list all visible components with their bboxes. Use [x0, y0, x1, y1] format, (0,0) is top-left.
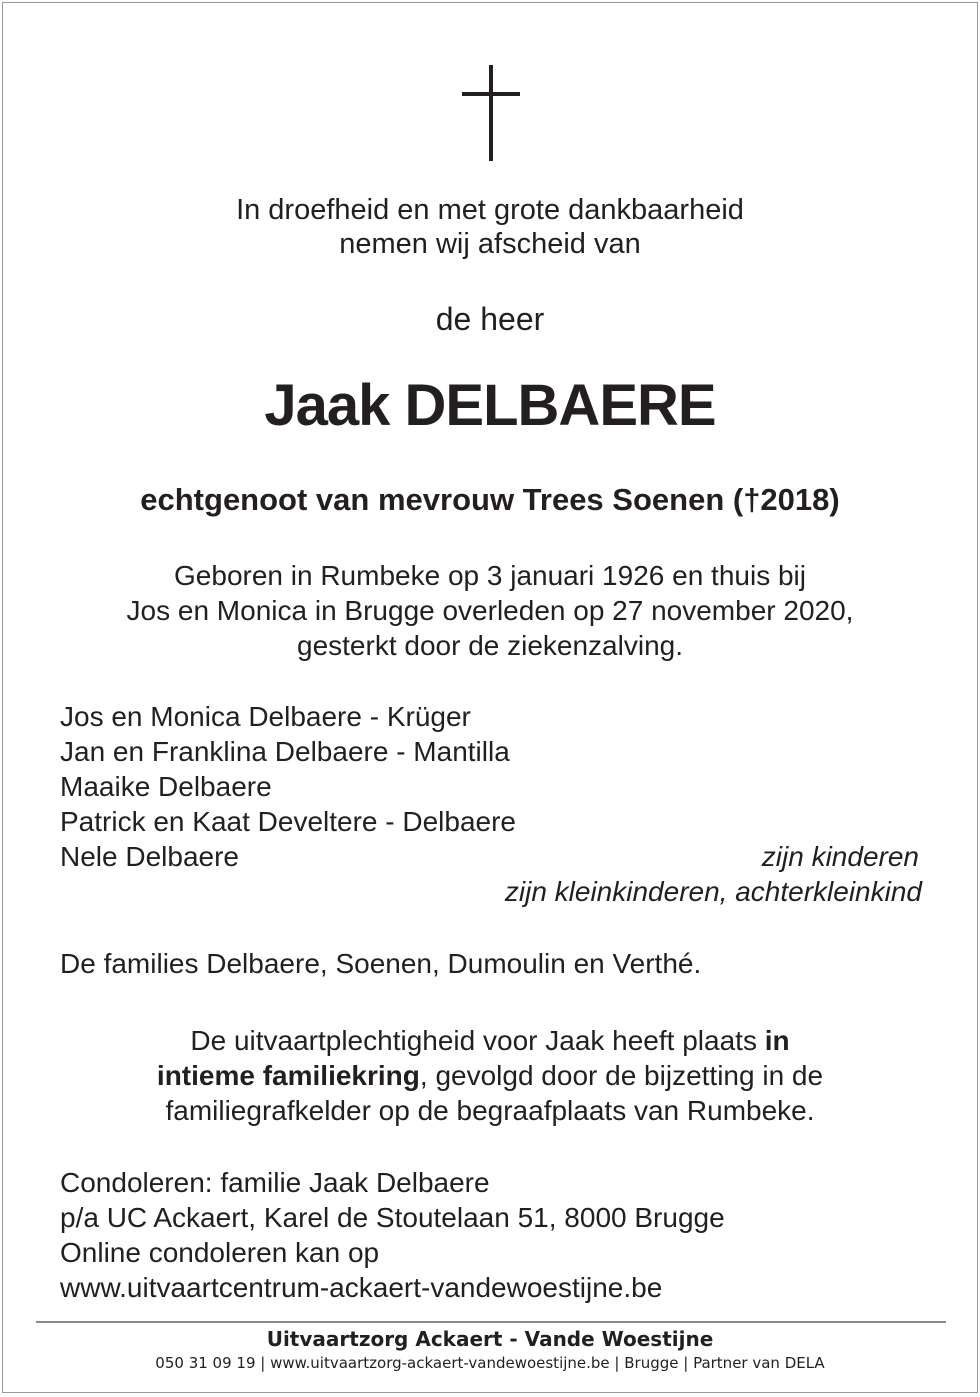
funeral-bold-part: intieme familiekring [156, 1060, 420, 1091]
cross-icon [462, 65, 522, 161]
honorific: de heer [435, 301, 545, 337]
birth-line-1: Geboren in Rumbeke op 3 januari 1926 en thuis bij [174, 560, 806, 591]
child-entry: Nele Delbaere [60, 841, 239, 872]
spouse-line: echtgenoot van mevrouw Trees Soenen (†2018) [140, 482, 840, 517]
birth-death-text [3, 558, 977, 663]
funeral-text-part: De uitvaartplechtigheid voor Jaak heeft plaats [190, 1025, 765, 1056]
relation-children: zijn kinderen [761, 841, 919, 872]
footer-divider [36, 1321, 946, 1323]
deceased-name: Jaak DELBAERE [264, 373, 716, 438]
children-list [60, 699, 516, 874]
condolence-line-1: Condoleren: familie Jaak Delbaere [60, 1167, 490, 1198]
birth-line-3: gesterkt door de ziekenzalving. [297, 630, 683, 661]
funeral-home-name: Uitvaartzorg Ackaert - Vande Woestijne [266, 1327, 714, 1351]
condolence-line-3: Online condoleren kan op [60, 1237, 380, 1268]
funeral-home-contact: 050 31 09 19 | www.uitvaartzorg-ackaert-vandewoestijne.be | Brugge | Partner van DELA [155, 1354, 825, 1372]
condolence-website: www.uitvaartcentrum-ackaert-vandewoestijne.be [60, 1272, 663, 1303]
condolences-text [60, 1165, 725, 1305]
intro-line-1: In droefheid en met grote dankbaarheid [236, 194, 744, 226]
relation-grandchildren: zijn kleinkinderen, achterkleinkind [504, 876, 922, 907]
child-entry: Maaike Delbaere [60, 771, 272, 802]
child-entry: Jos en Monica Delbaere - Krüger [60, 701, 471, 732]
child-entry: Jan en Franklina Delbaere - Mantilla [60, 736, 510, 767]
obituary-card [2, 2, 978, 1393]
condolence-address: p/a UC Ackaert, Karel de Stoutelaan 51, 8000 Brugge [60, 1202, 725, 1233]
funeral-line-2 [3, 1058, 977, 1093]
families-line: De families Delbaere, Soenen, Dumoulin en Verthé. [60, 948, 702, 979]
intro-line-2: nemen wij afscheid van [339, 228, 641, 260]
funeral-line-3: familiegrafkelder op de begraafplaats van Rumbeke. [165, 1095, 815, 1126]
funeral-line-1 [3, 1023, 977, 1058]
intro-text [3, 193, 977, 261]
birth-line-2: Jos en Monica in Brugge overleden op 27 november 2020, [126, 595, 854, 626]
funeral-text-part: , gevolgd door de bijzetting in de [419, 1060, 824, 1091]
funeral-text [3, 1023, 977, 1128]
funeral-bold-part: in [764, 1025, 790, 1056]
child-entry: Patrick en Kaat Develtere - Delbaere [60, 806, 516, 837]
